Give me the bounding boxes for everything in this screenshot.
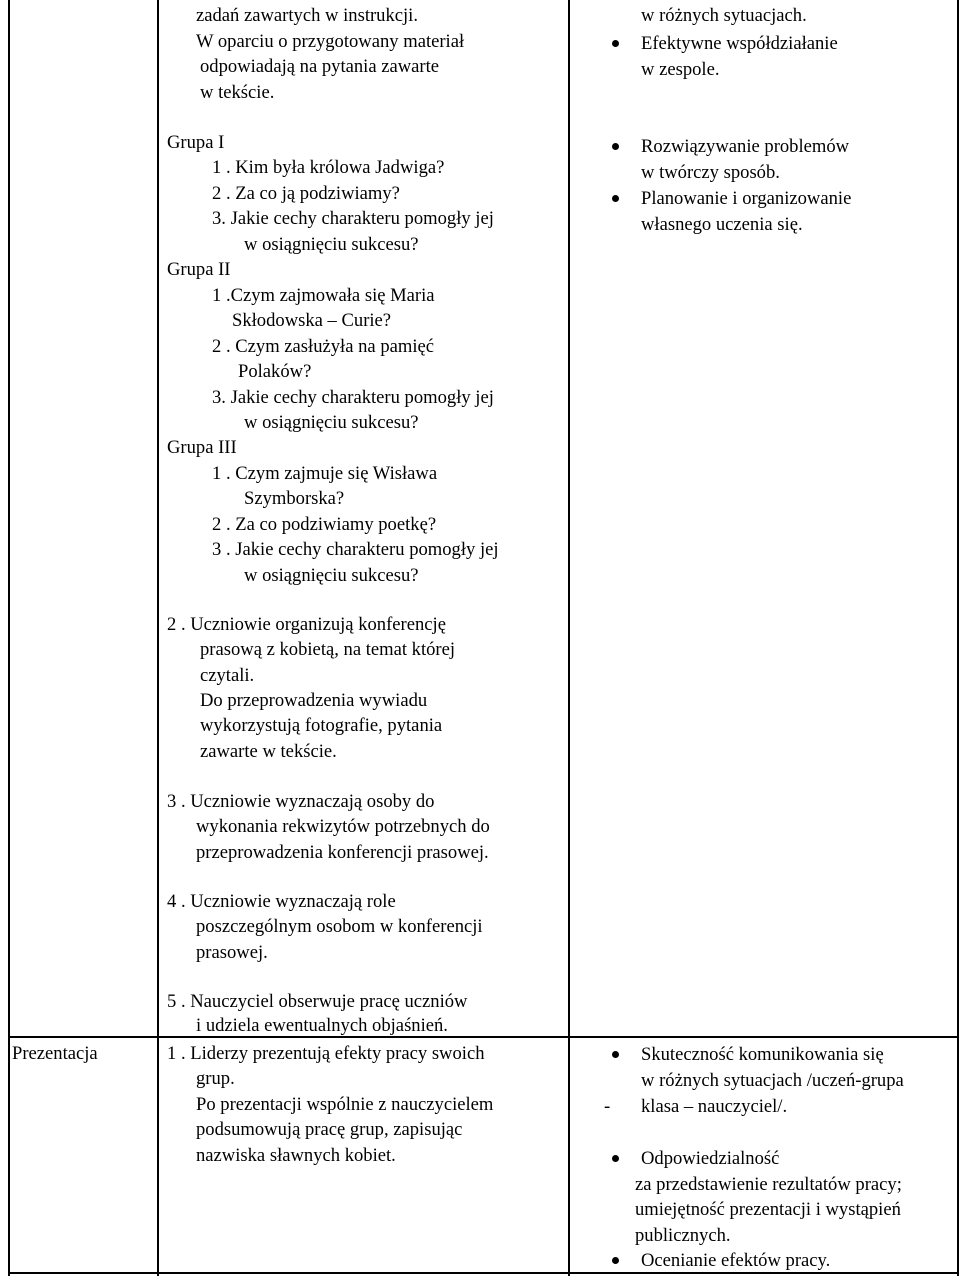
step-line: Do przeprowadzenia wywiadu bbox=[200, 690, 428, 711]
table-divider-1 bbox=[157, 0, 159, 1276]
question-line: 1 .Czym zajmowała się Maria bbox=[212, 285, 435, 306]
text-line: w tekście. bbox=[200, 82, 275, 103]
group-heading: Grupa II bbox=[167, 259, 231, 280]
dash-marker: - bbox=[604, 1096, 611, 1117]
step-line: nazwiska sławnych kobiet. bbox=[196, 1145, 396, 1166]
bullet-icon bbox=[612, 143, 619, 150]
bullet-icon bbox=[612, 1051, 619, 1058]
bullet-icon bbox=[612, 1155, 619, 1162]
question-line: w osiągnięciu sukcesu? bbox=[244, 565, 419, 586]
skill-line: Ocenianie efektów pracy. bbox=[641, 1250, 831, 1271]
table-border-left bbox=[8, 0, 10, 1276]
question-line: 2 . Za co ją podziwiamy? bbox=[212, 183, 400, 204]
row-separator bbox=[8, 1036, 958, 1038]
group-heading: Grupa III bbox=[167, 437, 237, 458]
text-line: W oparciu o przygotowany materiał bbox=[196, 31, 465, 52]
step-line: grup. bbox=[196, 1068, 235, 1089]
step-line: 3 . Uczniowie wyznaczają osoby do bbox=[167, 791, 435, 812]
text-line: zadań zawartych w instrukcji. bbox=[196, 5, 418, 26]
question-line: Szymborska? bbox=[244, 488, 345, 509]
step-line: podsumowują pracę grup, zapisując bbox=[196, 1119, 463, 1140]
table-divider-2 bbox=[568, 0, 570, 1276]
step-line: prasowej. bbox=[196, 942, 268, 963]
skill-line: umiejętność prezentacji i wystąpień bbox=[635, 1199, 901, 1220]
step-line: i udziela ewentualnych objaśnień. bbox=[196, 1015, 448, 1036]
skill-line: w twórczy sposób. bbox=[641, 162, 780, 183]
step-line: przeprowadzenia konferencji prasowej. bbox=[196, 842, 489, 863]
step-line: Po prezentacji wspólnie z nauczycielem bbox=[196, 1094, 494, 1115]
question-line: w osiągnięciu sukcesu? bbox=[244, 412, 419, 433]
skill-line: własnego uczenia się. bbox=[641, 214, 803, 235]
step-line: wykonania rekwizytów potrzebnych do bbox=[196, 816, 490, 837]
skill-line: Efektywne współdziałanie bbox=[641, 33, 838, 54]
step-line: prasową z kobietą, na temat której bbox=[200, 639, 456, 660]
text-line: odpowiadają na pytania zawarte bbox=[200, 56, 440, 77]
stage-label: Prezentacja bbox=[12, 1043, 98, 1064]
question-line: 1 . Kim była królowa Jadwiga? bbox=[212, 157, 445, 178]
step-line: czytali. bbox=[200, 665, 255, 686]
bullet-icon bbox=[612, 40, 619, 47]
question-line: Skłodowska – Curie? bbox=[232, 310, 392, 331]
bullet-icon bbox=[612, 195, 619, 202]
question-line: 2 . Za co podziwiamy poetkę? bbox=[212, 514, 437, 535]
step-line: 1 . Liderzy prezentują efekty pracy swoich bbox=[167, 1043, 485, 1064]
question-line: 3. Jakie cechy charakteru pomogły jej bbox=[212, 387, 494, 408]
skill-line: w różnych sytuacjach /uczeń-grupa bbox=[641, 1070, 904, 1091]
skill-line: klasa – nauczyciel/. bbox=[641, 1096, 788, 1117]
question-line: 3 . Jakie cechy charakteru pomogły jej bbox=[212, 539, 499, 560]
table-border-right bbox=[957, 0, 959, 1276]
question-line: 1 . Czym zajmuje się Wisława bbox=[212, 463, 438, 484]
step-line: zawarte w tekście. bbox=[200, 741, 337, 762]
skill-line: Planowanie i organizowanie bbox=[641, 188, 852, 209]
skill-line: Rozwiązywanie problemów bbox=[641, 136, 850, 157]
question-line: 2 . Czym zasłużyła na pamięć bbox=[212, 336, 435, 357]
skill-line: w zespole. bbox=[641, 59, 720, 80]
step-line: 2 . Uczniowie organizują konferencję bbox=[167, 614, 446, 635]
group-heading: Grupa I bbox=[167, 132, 225, 153]
step-line: poszczególnym osobom w konferencji bbox=[196, 916, 483, 937]
question-line: 3. Jakie cechy charakteru pomogły jej bbox=[212, 208, 494, 229]
bullet-icon bbox=[612, 1257, 619, 1264]
skill-line: publicznych. bbox=[635, 1225, 731, 1246]
step-line: 4 . Uczniowie wyznaczają role bbox=[167, 891, 396, 912]
skill-line: Odpowiedzialność bbox=[641, 1148, 780, 1169]
question-line: Polaków? bbox=[238, 361, 312, 382]
skill-line: Skuteczność komunikowania się bbox=[641, 1044, 884, 1065]
step-line: 5 . Nauczyciel obserwuje pracę uczniów bbox=[167, 991, 468, 1012]
skill-line: w różnych sytuacjach. bbox=[641, 5, 807, 26]
skill-line: za przedstawienie rezultatów pracy; bbox=[635, 1174, 902, 1195]
question-line: w osiągnięciu sukcesu? bbox=[244, 234, 419, 255]
step-line: wykorzystują fotografie, pytania bbox=[200, 715, 443, 736]
